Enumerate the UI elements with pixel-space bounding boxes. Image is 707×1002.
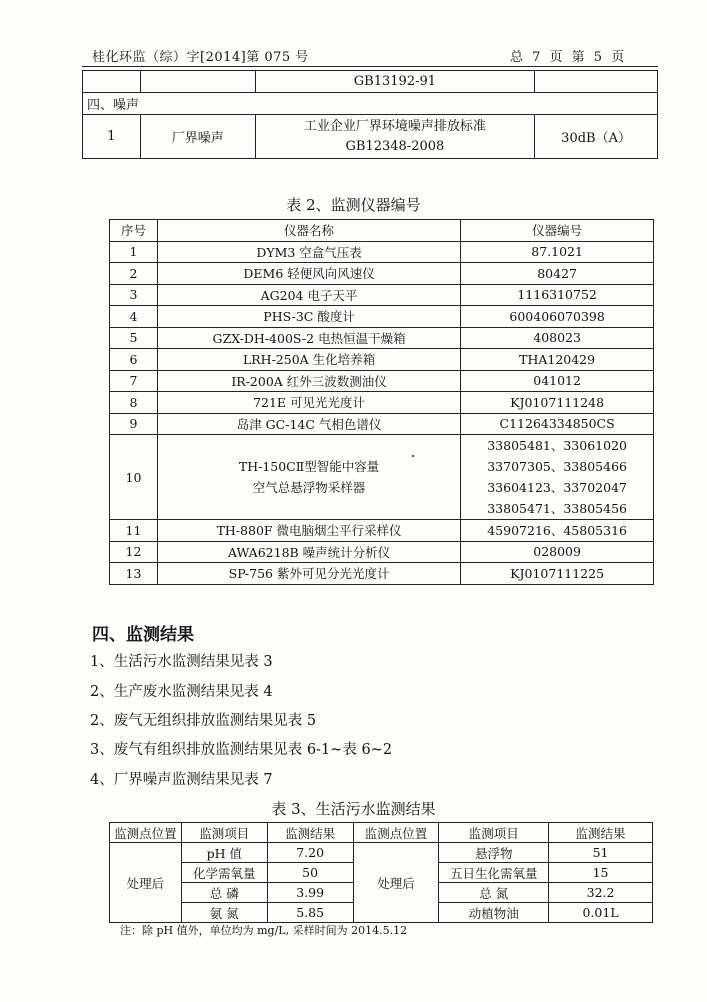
instrument-code: 1116310752 xyxy=(461,284,654,306)
monitor-result: 5.85 xyxy=(267,903,353,923)
table-row xyxy=(83,93,658,115)
instrument-code: 33604123、33702047 xyxy=(487,480,627,495)
column-header: 序号 xyxy=(110,220,158,242)
row-number: 5 xyxy=(110,327,158,349)
row-number: 4 xyxy=(110,306,158,328)
instrument-code: 80427 xyxy=(461,263,654,285)
instrument-code: 408023 xyxy=(461,327,654,349)
standard-cell xyxy=(255,115,535,159)
document-reference: 桂化环监（综）字[2014]第 075 号 xyxy=(92,50,309,65)
instrument-name: AG204 电子天平 xyxy=(157,284,460,306)
table-row xyxy=(110,563,654,585)
table2-caption: 表 2、监测仪器编号 xyxy=(286,196,421,214)
row-number: 13 xyxy=(110,563,158,585)
table3-caption: 表 3、生活污水监测结果 xyxy=(271,800,436,818)
monitor-item: 氨 氮 xyxy=(181,903,267,923)
row-number: 7 xyxy=(110,370,158,392)
column-header: 监测点位置 xyxy=(353,823,439,843)
list-item: 2、生产废水监测结果见表 4 xyxy=(90,684,273,700)
instrument-table xyxy=(109,219,654,585)
row-number: 12 xyxy=(110,541,158,563)
instrument-code: 45907216、45805316 xyxy=(461,520,654,542)
instrument-code: KJ0107111248 xyxy=(461,392,654,414)
monitor-result: 15 xyxy=(549,863,653,883)
table-row xyxy=(110,435,654,520)
table-row xyxy=(83,115,658,159)
column-header: 监测结果 xyxy=(267,823,353,843)
table-row xyxy=(83,71,658,93)
instrument-name: PHS-3C 酸度计 xyxy=(157,306,460,328)
instrument-code: 33707305、33805466 xyxy=(487,459,627,474)
column-header: 仪器名称 xyxy=(157,220,460,242)
row-number: 10 xyxy=(110,435,158,520)
monitor-item: 总 氮 xyxy=(439,883,549,903)
table-header-row xyxy=(110,823,653,843)
list-item: 2、废气无组织排放监测结果见表 5 xyxy=(90,713,317,729)
table-row xyxy=(110,263,654,285)
instrument-code: KJ0107111225 xyxy=(461,563,654,585)
list-item: 3、废气有组织排放监测结果见表 6-1~表 6~2 xyxy=(90,742,393,758)
monitor-item: 动植物油 xyxy=(439,903,549,923)
instrument-name: TH-150CⅡ型智能中容量 xyxy=(238,459,380,474)
column-header: 监测点位置 xyxy=(110,823,182,843)
instrument-name: DEM6 轻便风向风速仪 xyxy=(157,263,460,285)
monitor-location: 处理后 xyxy=(110,843,182,923)
instrument-code: 33805481、33061020 xyxy=(487,438,627,453)
column-header: 监测项目 xyxy=(181,823,267,843)
row-number: 1 xyxy=(83,115,141,159)
monitor-result: 0.01L xyxy=(549,903,653,923)
instrument-name: 岛津 GC-14C 气相色谱仪 xyxy=(157,413,460,435)
instrument-code: C11264334850CS xyxy=(461,413,654,435)
table-row xyxy=(110,349,654,371)
instrument-name: DYM3 空盒气压表 xyxy=(157,241,460,263)
column-header: 仪器编号 xyxy=(461,220,654,242)
table-row xyxy=(110,413,654,435)
scan-speck xyxy=(412,455,414,457)
column-header: 监测结果 xyxy=(549,823,653,843)
standard-code: GB13192-91 xyxy=(255,71,535,93)
instrument-name: SP-756 紫外可见分光光度计 xyxy=(157,563,460,585)
table-row xyxy=(110,520,654,542)
row-number: 8 xyxy=(110,392,158,414)
table-row xyxy=(110,284,654,306)
table3-note: 注：除 pH 值外，单位均为 mg/L, 采样时间为 2014.5.12 xyxy=(120,924,408,937)
header-divider xyxy=(82,66,658,67)
instrument-name: LRH-250A 生化培养箱 xyxy=(157,349,460,371)
table-row xyxy=(110,241,654,263)
instrument-code: 87.1021 xyxy=(461,241,654,263)
table-row xyxy=(110,843,653,863)
instrument-name: AWA6218B 噪声统计分析仪 xyxy=(157,541,460,563)
page-info: 总 7 页 第 5 页 xyxy=(510,50,625,65)
monitor-item: pH 值 xyxy=(181,843,267,863)
instrument-code: THA120429 xyxy=(461,349,654,371)
monitor-result: 32.2 xyxy=(549,883,653,903)
row-number: 9 xyxy=(110,413,158,435)
table-row xyxy=(110,327,654,349)
standard-code: GB12348-2008 xyxy=(345,138,445,154)
row-number: 3 xyxy=(110,284,158,306)
list-item: 4、厂界噪声监测结果见表 7 xyxy=(90,772,273,788)
monitor-item: 悬浮物 xyxy=(439,843,549,863)
section-heading: 四、噪声 xyxy=(83,93,658,115)
monitor-item: 厂界噪声 xyxy=(140,115,255,159)
row-number: 1 xyxy=(110,241,158,263)
monitor-item: 五日生化需氧量 xyxy=(439,863,549,883)
monitor-item: 总 磷 xyxy=(181,883,267,903)
table-row xyxy=(110,541,654,563)
wastewater-results-table xyxy=(109,822,653,923)
instrument-name: 721E 可见光光度计 xyxy=(157,392,460,414)
row-number: 11 xyxy=(110,520,158,542)
column-header: 监测项目 xyxy=(439,823,549,843)
standards-table xyxy=(82,70,658,159)
monitor-result: 51 xyxy=(549,843,653,863)
table-row xyxy=(110,370,654,392)
section-title: 四、监测结果 xyxy=(92,625,194,645)
instrument-name: IR-200A 红外三波数测油仪 xyxy=(157,370,460,392)
instrument-name: GZX-DH-400S-2 电热恒温干燥箱 xyxy=(157,327,460,349)
row-number: 6 xyxy=(110,349,158,371)
instrument-name: 空气总悬浮物采样器 xyxy=(252,480,366,495)
table-row xyxy=(110,306,654,328)
instrument-name: TH-880F 微电脑烟尘平行采样仪 xyxy=(157,520,460,542)
instrument-code: 33805471、33805456 xyxy=(487,501,627,516)
instrument-codes-cell xyxy=(461,435,654,520)
instrument-code: 028009 xyxy=(461,541,654,563)
instrument-name-cell xyxy=(157,435,460,520)
standard-name: 工业企业厂界环境噪声排放标准 xyxy=(303,118,486,134)
table-header-row xyxy=(110,220,654,242)
monitor-result: 3.99 xyxy=(267,883,353,903)
monitor-result: 7.20 xyxy=(267,843,353,863)
list-item: 1、生活污水监测结果见表 3 xyxy=(90,654,273,670)
limit-value: 30dB（A） xyxy=(535,115,658,159)
monitor-result: 50 xyxy=(267,863,353,883)
instrument-code: 041012 xyxy=(461,370,654,392)
monitor-item: 化学需氧量 xyxy=(181,863,267,883)
monitor-location: 处理后 xyxy=(353,843,439,923)
row-number: 2 xyxy=(110,263,158,285)
instrument-code: 600406070398 xyxy=(461,306,654,328)
table-row xyxy=(110,392,654,414)
